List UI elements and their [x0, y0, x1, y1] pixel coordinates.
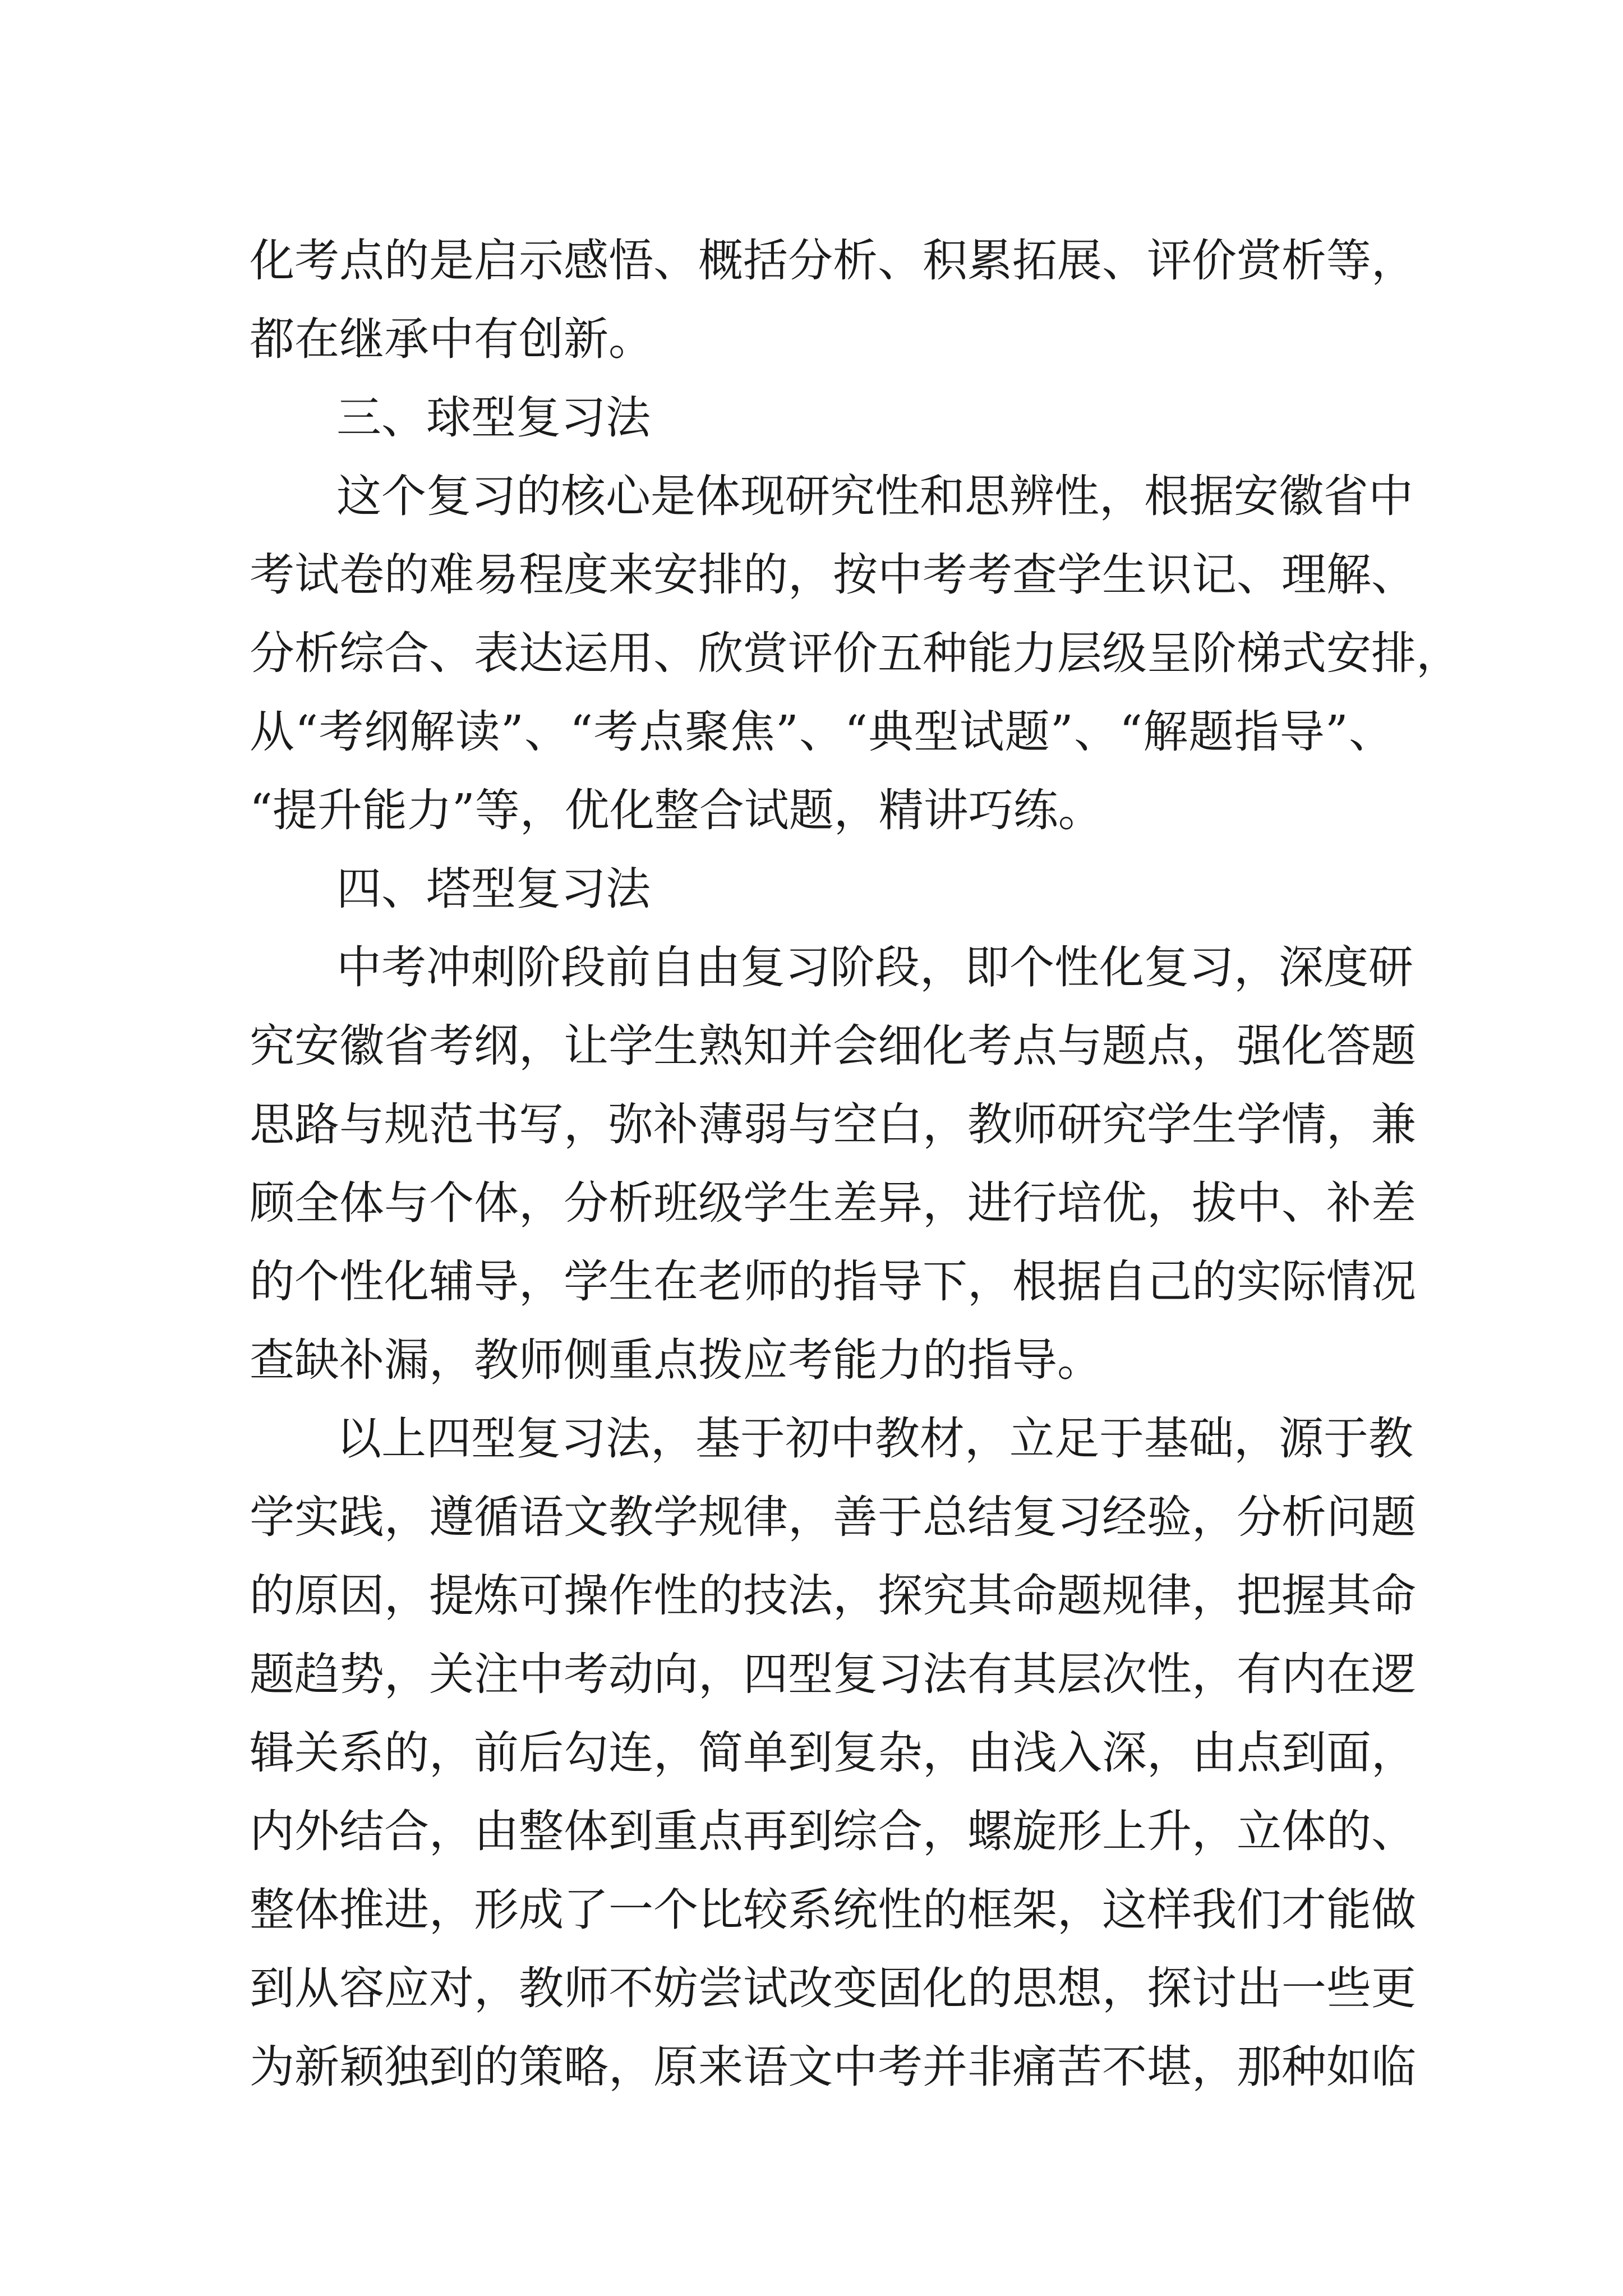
text-line: 中考冲刺阶段前自由复习阶段，即个性化复习，深度研 [336, 941, 1413, 993]
text-line: 辑关系的，前后勾连，简单到复杂，由浅入深，由点到面， [250, 1727, 1416, 1779]
text-line: 顾全体与个体，分析班级学生差异，进行培优，拔中、补差 [250, 1177, 1416, 1229]
text-line: 考试卷的难易程度来安排的，按中考考查学生识记、理解、 [250, 549, 1416, 601]
text-line: 分析综合、表达运用、欣赏评价五种能力层级呈阶梯式安排， [250, 627, 1461, 679]
text-line: 内外结合，由整体到重点再到综合，螺旋形上升，立体的、 [250, 1805, 1416, 1857]
text-line: 化考点的是启示感悟、概括分析、积累拓展、评价赏析等， [250, 234, 1416, 287]
text-line: 都在继承中有创新。 [250, 313, 653, 365]
section-heading: 三、球型复习法 [336, 392, 651, 444]
text-line: 到从容应对，教师不妨尝试改变固化的思想，探讨出一些更 [250, 1962, 1416, 2014]
text-line: 为新颖独到的策略，原来语文中考并非痛苦不堪，那种如临 [250, 2041, 1416, 2093]
text-line: “提升能力”等，优化整合试题，精讲巧练。 [250, 784, 1103, 836]
text-line: 这个复习的核心是体现研究性和思辨性，根据安徽省中 [336, 470, 1413, 522]
text-line: 学实践，遵循语文教学规律，善于总结复习经验，分析问题 [250, 1491, 1416, 1543]
text-line: 查缺补漏，教师侧重点拨应考能力的指导。 [250, 1334, 1102, 1386]
text-line: 究安徽省考纲，让学生熟知并会细化考点与题点，强化答题 [250, 1020, 1416, 1072]
text-line: 的原因，提炼可操作性的技法，探究其命题规律，把握其命 [250, 1570, 1416, 1622]
text-line: 从“考纲解读”、“考点聚焦”、“典型试题”、“解题指导”、 [250, 706, 1394, 758]
text-line: 思路与规范书写，弥补薄弱与空白，教师研究学生学情，兼 [250, 1098, 1416, 1151]
text-line: 题趋势，关注中考动向，四型复习法有其层次性，有内在逻 [250, 1648, 1416, 1700]
section-heading: 四、塔型复习法 [336, 863, 651, 915]
text-line: 的个性化辅导，学生在老师的指导下，根据自己的实际情况 [250, 1255, 1416, 1308]
text-line: 整体推进，形成了一个比较系统性的框架，这样我们才能做 [250, 1884, 1416, 1936]
text-line: 以上四型复习法，基于初中教材，立足于基础，源于教 [336, 1412, 1413, 1465]
